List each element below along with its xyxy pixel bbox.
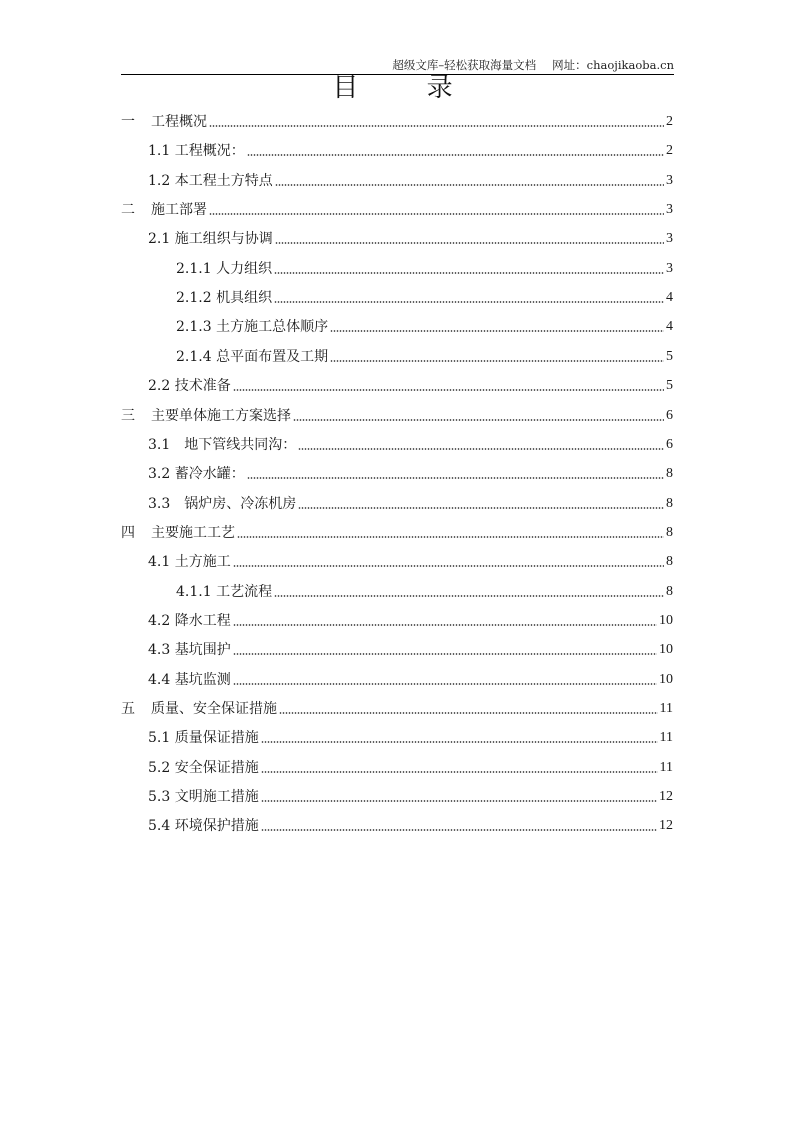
toc-entry-text: 3.2 蓄冷水罐： xyxy=(148,466,245,483)
toc-entry-text: 4.4 基坑监测 xyxy=(148,671,231,688)
toc-entry[interactable] xyxy=(148,726,673,748)
toc-entry[interactable] xyxy=(176,345,673,367)
toc-entry[interactable] xyxy=(148,462,673,484)
toc-entry-text: 2.1.1 人力组织 xyxy=(176,260,273,277)
toc-entry-text: 2.1.3 土方施工总体顺序 xyxy=(176,319,329,336)
toc-entry-text: 2.1 施工组织与协调 xyxy=(148,231,273,248)
toc-entry-page: 8 xyxy=(666,495,673,511)
dot-leader xyxy=(247,154,664,156)
toc-entry-label xyxy=(148,171,273,191)
dot-leader xyxy=(298,507,664,509)
dot-leader xyxy=(274,301,664,303)
toc-entry-number: 二 xyxy=(121,202,135,219)
toc-entry-label xyxy=(148,552,231,572)
toc-entry[interactable] xyxy=(121,521,673,543)
dot-leader xyxy=(279,712,658,714)
toc-entry-label xyxy=(121,406,291,426)
toc-entry-page: 11 xyxy=(659,730,673,746)
toc-entry-label xyxy=(121,112,207,132)
toc-entry-number: 3.3 xyxy=(148,495,171,512)
toc-entry-page: 3 xyxy=(666,202,673,218)
toc-entry-text: 5.4 环境保护措施 xyxy=(148,818,259,835)
toc-entry[interactable] xyxy=(148,433,673,455)
toc-entry-label xyxy=(148,494,296,514)
dot-leader xyxy=(233,389,664,391)
toc-entry[interactable] xyxy=(148,638,673,660)
toc-entry[interactable] xyxy=(148,227,673,249)
toc-entry[interactable] xyxy=(148,374,673,396)
toc-entry[interactable] xyxy=(148,169,673,191)
toc-entry[interactable] xyxy=(148,756,673,778)
toc-entry-page: 4 xyxy=(666,319,673,335)
dot-leader xyxy=(261,771,658,773)
toc-entry-label xyxy=(148,435,296,455)
toc-entry-text: 施工部署 xyxy=(151,202,207,219)
toc-entry-page: 10 xyxy=(659,671,673,687)
header-site-text: 超级文库–轻松获取海量文档 xyxy=(392,58,537,72)
toc-title: 目 录 xyxy=(332,73,483,103)
toc-entry-number: 五 xyxy=(121,701,135,717)
toc-entry-page: 11 xyxy=(659,701,673,716)
toc-entry-text: 4.1.1 工艺流程 xyxy=(176,583,273,600)
toc-entry-page: 3 xyxy=(666,231,673,247)
toc-entry[interactable] xyxy=(176,257,673,279)
toc-entry-text: 锅炉房、冷冻机房 xyxy=(184,495,297,512)
dot-leader xyxy=(233,683,657,685)
toc-entry-label xyxy=(148,640,231,660)
dot-leader xyxy=(293,419,664,421)
dot-leader xyxy=(261,800,657,802)
toc-entry[interactable] xyxy=(148,814,673,836)
toc-entry[interactable] xyxy=(176,286,673,308)
toc-entry-number: 3.1 xyxy=(148,436,171,453)
toc-entry[interactable] xyxy=(148,668,673,690)
dot-leader xyxy=(330,330,664,332)
dot-leader xyxy=(275,242,664,244)
dot-leader xyxy=(261,741,658,743)
dot-leader xyxy=(209,213,664,215)
toc-entry-page: 5 xyxy=(666,348,673,364)
toc-entry-text: 5.2 安全保证措施 xyxy=(148,759,259,776)
toc-entry[interactable] xyxy=(176,315,673,337)
toc-entry[interactable] xyxy=(121,110,673,132)
dot-leader xyxy=(209,125,664,127)
toc-entry-label xyxy=(176,259,272,279)
toc-entry-page: 2 xyxy=(666,143,673,159)
toc-entry-text: 2.1.2 机具组织 xyxy=(176,290,273,307)
toc-entry[interactable] xyxy=(148,785,673,807)
toc-entry-page: 12 xyxy=(659,789,673,805)
toc-entry-text: 地下管线共同沟： xyxy=(184,436,297,453)
toc-entry-page: 8 xyxy=(666,466,673,482)
toc-entry-number: 三 xyxy=(121,407,135,424)
toc-entry-text: 2.1.4 总平面布置及工期 xyxy=(176,348,329,365)
toc-entry[interactable] xyxy=(121,404,673,426)
toc-entry-label xyxy=(148,787,259,807)
toc-entry-page: 12 xyxy=(659,818,673,834)
table-of-contents xyxy=(0,108,793,848)
toc-entry-label xyxy=(176,288,272,308)
toc-entry-number: 四 xyxy=(121,524,135,541)
toc-entry-label xyxy=(148,464,245,484)
toc-entry-text: 主要施工工艺 xyxy=(151,524,235,541)
dot-leader xyxy=(330,360,664,362)
toc-entry-label xyxy=(148,728,259,748)
toc-entry-page: 6 xyxy=(666,407,673,423)
toc-entry[interactable] xyxy=(176,580,673,602)
toc-entry-page: 8 xyxy=(666,524,673,540)
toc-entry-label xyxy=(148,758,259,778)
dot-leader xyxy=(233,565,664,567)
toc-entry-label xyxy=(148,611,231,631)
toc-entry[interactable] xyxy=(148,139,673,161)
toc-entry-page: 4 xyxy=(666,290,673,306)
toc-entry[interactable] xyxy=(148,492,673,514)
toc-entry-label xyxy=(121,200,207,220)
toc-entry-page: 11 xyxy=(659,759,673,775)
header-url-text: 网址：chaojikaoba.cn xyxy=(552,58,674,72)
toc-entry-text: 质量、安全保证措施 xyxy=(151,701,277,717)
toc-entry-text: 4.1 土方施工 xyxy=(148,554,231,571)
dot-leader xyxy=(233,624,657,626)
toc-entry[interactable] xyxy=(148,609,673,631)
toc-entry-text: 主要单体施工方案选择 xyxy=(151,407,291,424)
toc-entry-label xyxy=(148,229,273,249)
toc-entry-text: 5.3 文明施工措施 xyxy=(148,789,259,806)
dot-leader xyxy=(237,536,664,538)
toc-entry-label xyxy=(176,347,328,367)
toc-entry-text: 2.2 技术准备 xyxy=(148,378,231,395)
toc-entry-page: 3 xyxy=(666,172,673,188)
toc-entry-page: 8 xyxy=(666,583,673,599)
toc-entry-label xyxy=(148,141,245,161)
toc-entry-label xyxy=(148,376,231,396)
toc-entry-label xyxy=(121,523,235,543)
toc-entry-text: 4.2 降水工程 xyxy=(148,612,231,629)
dot-leader xyxy=(274,595,664,597)
toc-entry-text: 5.1 质量保证措施 xyxy=(148,730,259,747)
dot-leader xyxy=(275,184,664,186)
toc-entry-label xyxy=(176,317,328,337)
dot-leader xyxy=(233,653,657,655)
toc-entry-page: 2 xyxy=(666,114,673,129)
toc-entry-text: 1.1 工程概况： xyxy=(148,143,245,160)
toc-entry[interactable] xyxy=(148,550,673,572)
toc-entry-page: 3 xyxy=(666,260,673,276)
toc-entry-page: 6 xyxy=(666,436,673,452)
toc-entry[interactable] xyxy=(121,198,673,220)
toc-entry-label xyxy=(176,582,272,602)
toc-entry[interactable] xyxy=(121,697,673,719)
toc-entry-number: 一 xyxy=(121,114,135,130)
toc-entry-label xyxy=(148,816,259,836)
toc-entry-page: 8 xyxy=(666,554,673,570)
dot-leader xyxy=(298,448,664,450)
dot-leader xyxy=(274,272,664,274)
toc-entry-page: 10 xyxy=(659,612,673,628)
toc-entry-label xyxy=(121,699,277,719)
dot-leader xyxy=(261,829,657,831)
dot-leader xyxy=(247,477,664,479)
toc-entry-text: 4.3 基坑围护 xyxy=(148,642,231,659)
toc-entry-page: 10 xyxy=(659,642,673,658)
toc-entry-text: 工程概况 xyxy=(151,114,207,130)
toc-entry-text: 1.2 本工程土方特点 xyxy=(148,172,273,189)
toc-entry-page: 5 xyxy=(666,378,673,394)
toc-entry-label xyxy=(148,670,231,690)
